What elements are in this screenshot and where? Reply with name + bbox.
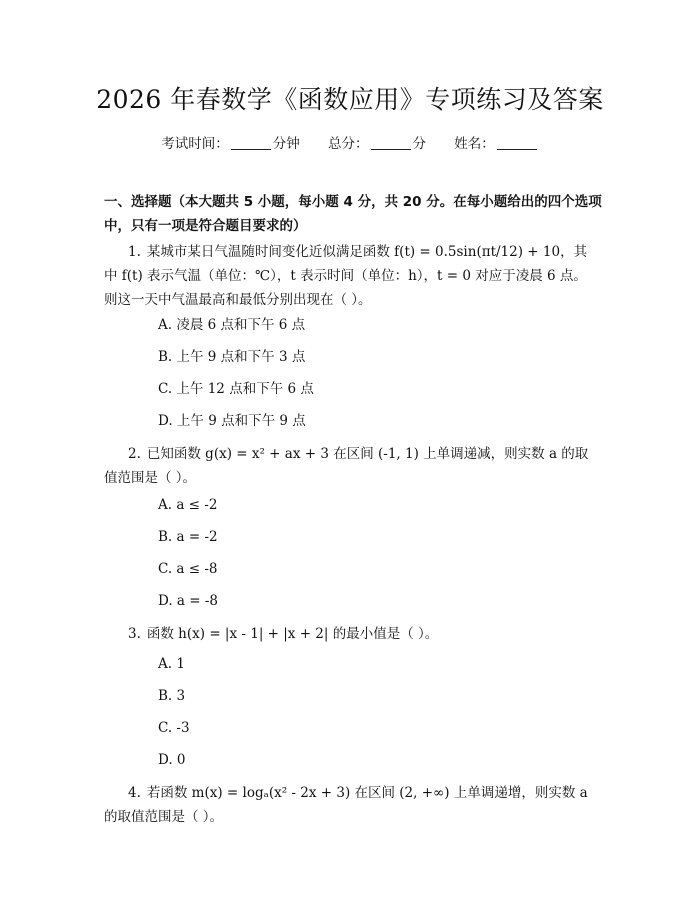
option-1b: B. 上午 9 点和下午 3 点 xyxy=(158,349,306,365)
time-label: 考试时间： xyxy=(161,136,229,152)
score-unit: 分 xyxy=(412,136,426,152)
question-number: 3. xyxy=(128,626,141,642)
question-4 xyxy=(104,781,598,829)
option-1a: A. 凌晨 6 点和下午 6 点 xyxy=(158,317,306,333)
option-1d: D. 上午 9 点和下午 9 点 xyxy=(158,413,306,429)
question-number: 2. xyxy=(128,446,141,462)
option-2a: A. a ≤ -2 xyxy=(158,497,218,513)
document-title: 2026 年春数学《函数应用》专项练习及答案 xyxy=(96,85,604,114)
question-number: 4. xyxy=(128,785,141,801)
question-3 xyxy=(104,622,598,646)
question-text: 若函数 m(x) = logₐ(x² - 2x + 3) 在区间 (2, +∞) 上单调递增，则实数 a 的取值范围是（ ）。 xyxy=(104,785,588,825)
exam-meta-line xyxy=(0,132,700,152)
option-3a: A. 1 xyxy=(158,656,185,672)
option-1c: C. 上午 12 点和下午 6 点 xyxy=(158,381,314,397)
option-2b: B. a = -2 xyxy=(158,529,218,545)
option-3d: D. 0 xyxy=(158,752,186,768)
exam-time xyxy=(161,132,300,152)
question-text: 某城市某日气温随时间变化近似满足函数 f(t) = 0.5sin(πt/12) + 10，其中 f(t) 表示气温（单位：℃），t 表示时间（单位：h），t = 0 对应于凌晨 6 点。则这一天中气温最高和最低分别出现在（ ）。 xyxy=(104,244,588,308)
name-blank xyxy=(497,137,537,150)
question-1 xyxy=(104,240,598,312)
option-3c: C. -3 xyxy=(158,720,190,736)
option-2d: D. a = -8 xyxy=(158,593,219,609)
question-text: 函数 h(x) = |x - 1| + |x + 2| 的最小值是（ ）。 xyxy=(146,626,439,642)
time-blank xyxy=(231,137,271,150)
score-label: 总分： xyxy=(328,136,369,152)
time-unit: 分钟 xyxy=(272,136,300,152)
score-blank xyxy=(371,137,411,150)
section-heading: 一、选择题（本大题共 5 小题，每小题 4 分，共 20 分。在每小题给出的四个选项中，只有一项是符合题目要求的） xyxy=(104,194,602,234)
option-2c: C. a ≤ -8 xyxy=(158,561,218,577)
name-label: 姓名： xyxy=(454,136,495,152)
exam-score xyxy=(328,132,426,152)
question-number: 1. xyxy=(128,244,141,260)
question-text: 已知函数 g(x) = x² + ax + 3 在区间 (-1, 1) 上单调递减，则实数 a 的取值范围是（ ）。 xyxy=(104,446,589,486)
question-2 xyxy=(104,442,598,490)
option-3b: B. 3 xyxy=(158,688,186,704)
student-name xyxy=(454,132,539,152)
